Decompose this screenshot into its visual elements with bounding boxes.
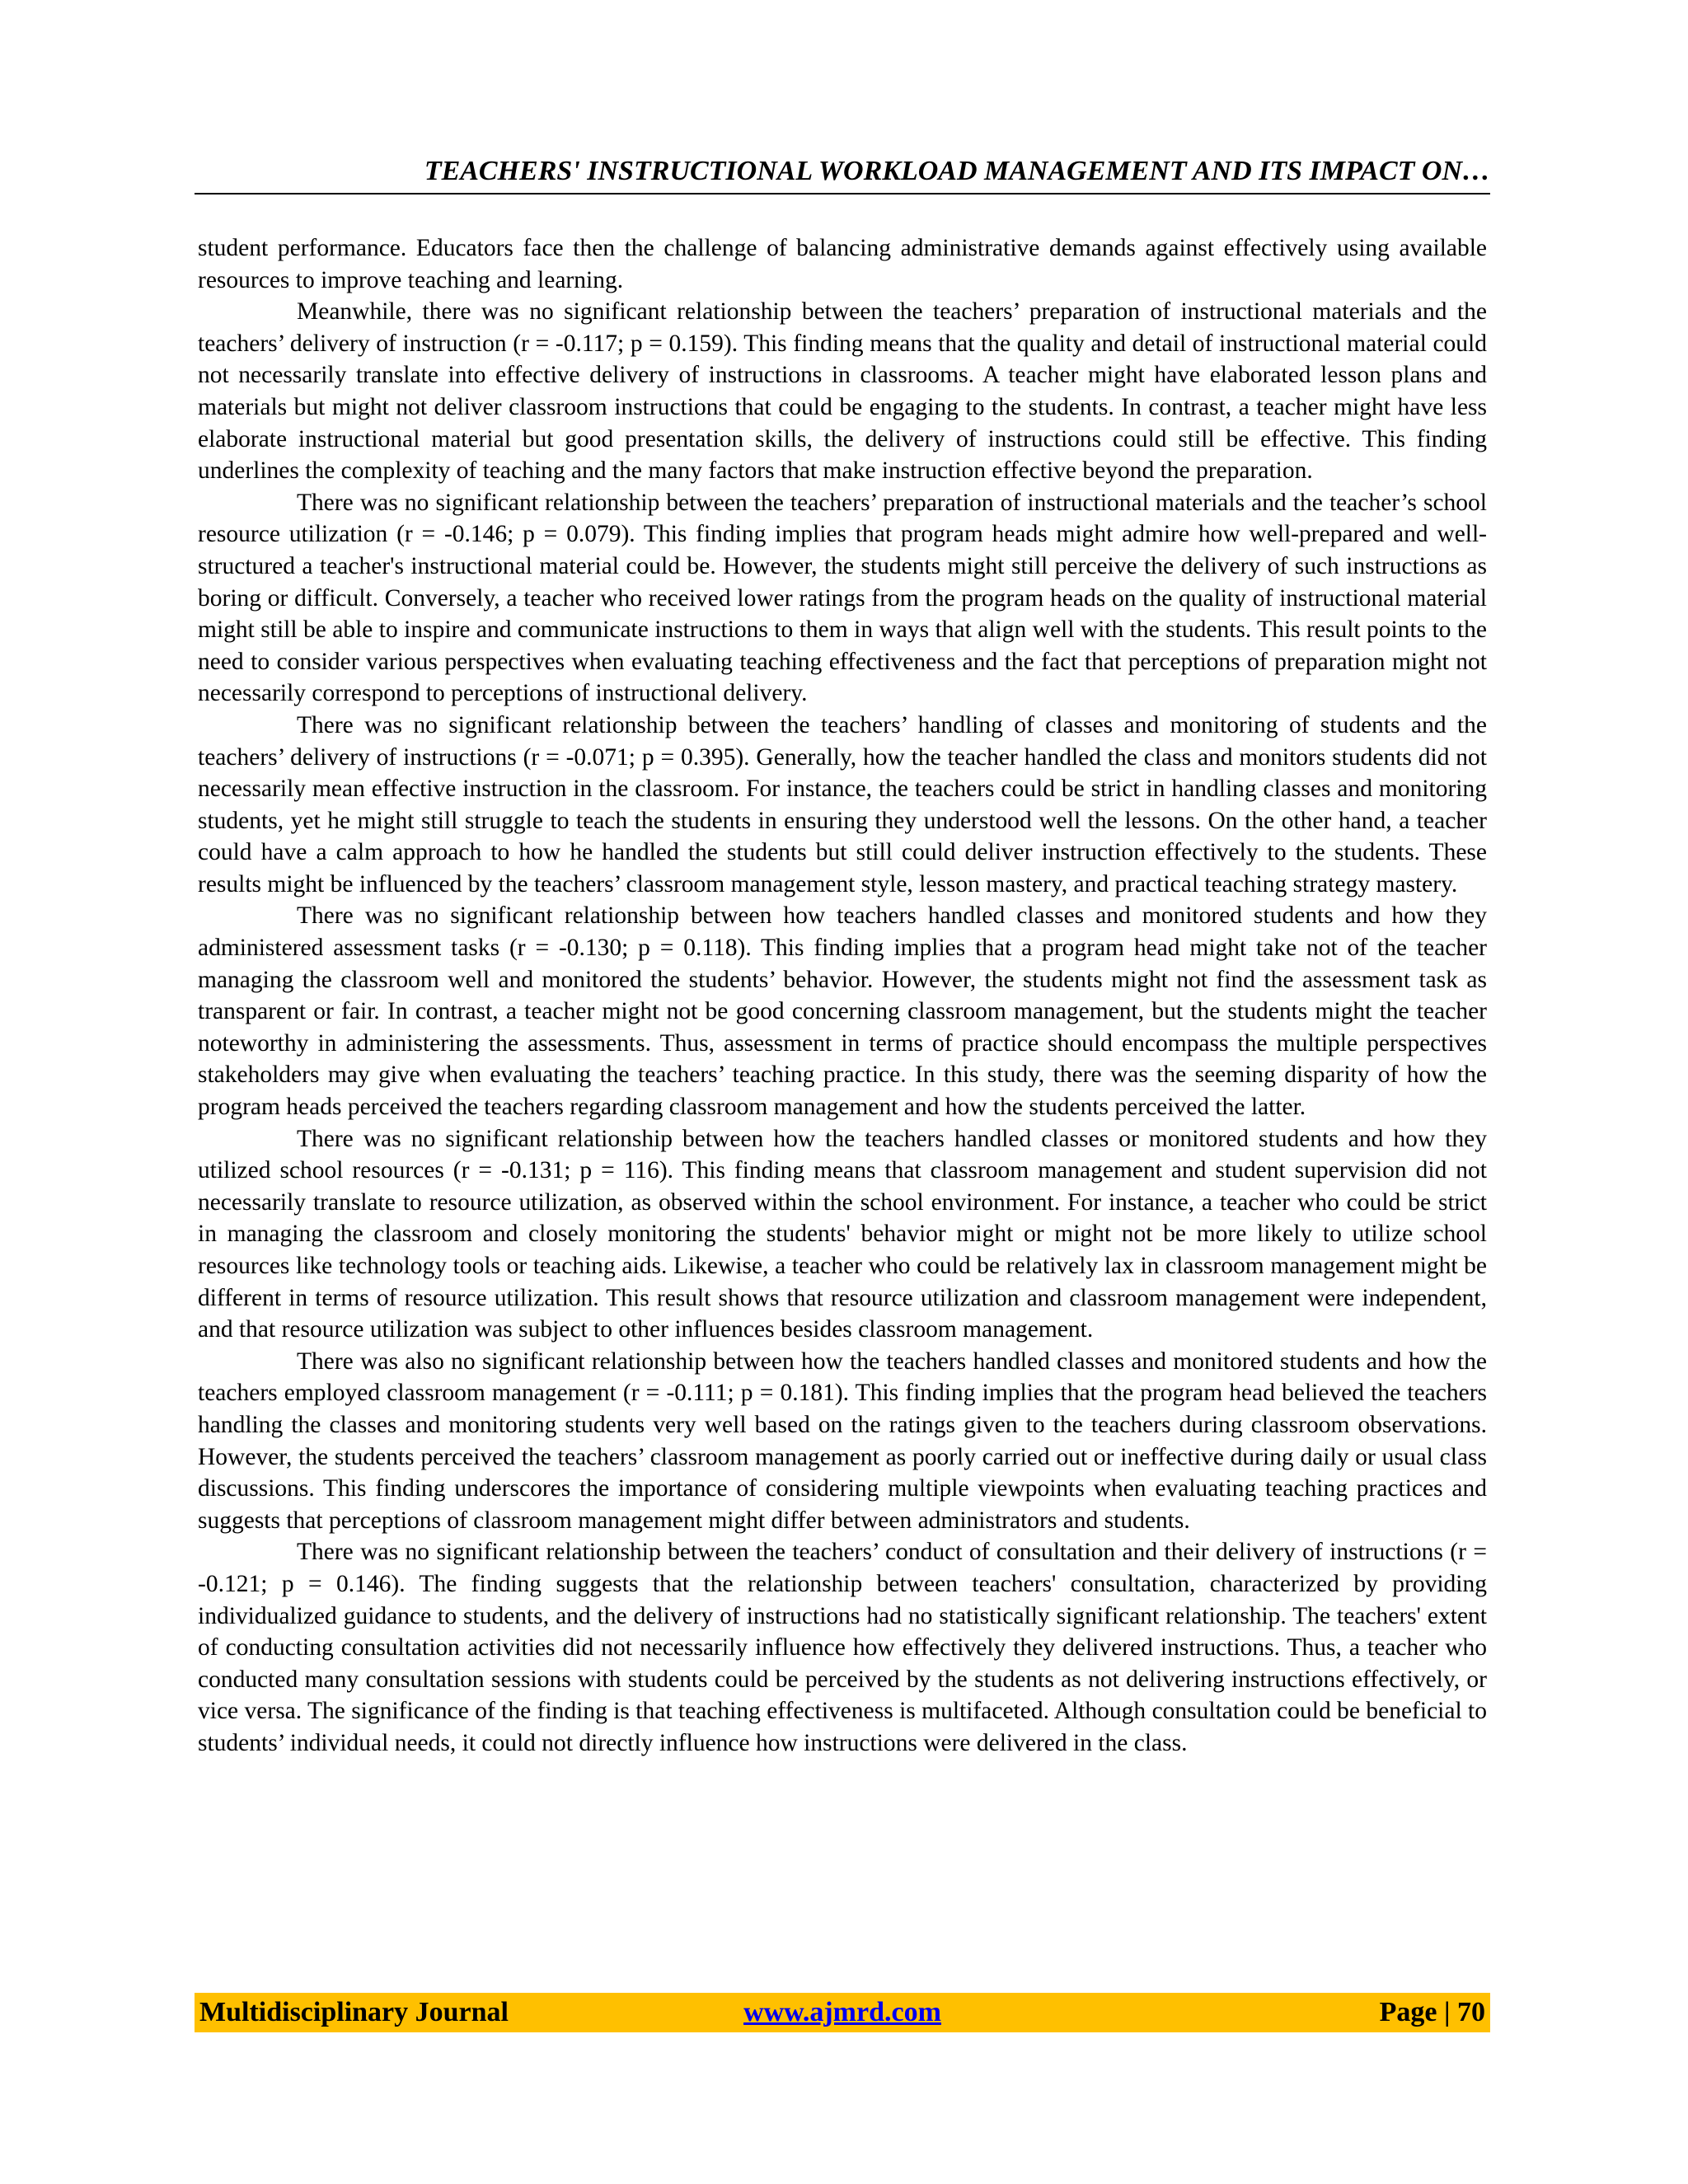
body-paragraph: student performance. Educators face then the challenge of balancing administrative demands against effectively using available resources to improve teaching and learning. bbox=[198, 235, 1487, 293]
running-header-title: TEACHERS' INSTRUCTIONAL WORKLOAD MANAGEMENT AND ITS IMPACT ON… bbox=[424, 156, 1490, 186]
article-body bbox=[198, 232, 1487, 1760]
footer-band bbox=[195, 1993, 1490, 2032]
footer-journal-name: Multidisciplinary Journal bbox=[199, 1997, 509, 2027]
body-paragraph: There was no significant relationship between the teachers’ preparation of instructional materials and the teacher’s school resource utilization (r = -0.146; p = 0.079). This finding implies that program heads might admire how well-prepared and well-structured a teacher's instructional material could be. However, the students might still perceive the delivery of such instructions as boring or difficult. Conversely, a teacher who received lower ratings from the program heads on the quality of instructional material might still be able to inspire and communicate instructions to them in ways that align well with the students. This result points to the need to consider various perspectives when evaluating teaching effectiveness and the fact that perceptions of preparation might not necessarily correspond to perceptions of instructional delivery. bbox=[198, 489, 1487, 707]
body-paragraph: There was no significant relationship between how the teachers handled classes or monitored students and how they utilized school resources (r = -0.131; p = 116). This finding means that classroom management and student supervision did not necessarily translate to resource utilization, as observed within the school environment. For instance, a teacher who could be strict in managing the classroom and closely monitoring the students' behavior might or might not be more likely to utilize school resources like technology tools or teaching aids. Likewise, a teacher who could be relatively lax in classroom management might be different in terms of resource utilization. This result shows that resource utilization and classroom management were independent, and that resource utilization was subject to other influences besides classroom management. bbox=[198, 1125, 1487, 1343]
body-paragraph: There was no significant relationship between the teachers’ handling of classes and monitoring of students and the teachers’ delivery of instructions (r = -0.071; p = 0.395). Generally, how the teacher handled the class and monitors students did not necessarily mean effective instruction in the classroom. For instance, the teachers could be strict in handling classes and monitoring students, yet he might still struggle to teach the students in ensuring they understood well the lessons. On the other hand, a teacher could have a calm approach to how he handled the students but still could deliver instruction effectively to the students. These results might be influenced by the teachers’ classroom management style, lesson mastery, and practical teaching strategy mastery. bbox=[198, 711, 1487, 898]
header-rule bbox=[195, 193, 1490, 194]
footer-page-number: Page | 70 bbox=[1379, 1997, 1485, 2027]
body-paragraph: There was no significant relationship between how teachers handled classes and monitored students and how they administered assessment tasks (r = -0.130; p = 0.118). This finding implies that a program head might take not of the teacher managing the classroom well and monitored the students’ behavior. However, the students might not find the assessment task as transparent or fair. In contrast, a teacher might not be good concerning classroom management, but the students might the teacher noteworthy in administering the assessments. Thus, assessment in terms of practice should encompass the multiple perspectives stakeholders may give when evaluating the teachers’ teaching practice. In this study, there was the seeming disparity of how the program heads perceived the teachers regarding classroom management and how the students perceived the latter. bbox=[198, 902, 1487, 1121]
body-paragraph: There was also no significant relationship between how the teachers handled classes and monitored students and how the teachers employed classroom management (r = -0.111; p = 0.181). This finding implies that the program head believed the teachers handling the classes and monitoring students very well based on the ratings given to the teachers during classroom observations. However, the students perceived the teachers’ classroom management as poorly carried out or ineffective during daily or usual class discussions. This finding underscores the importance of considering multiple viewpoints when evaluating teaching practices and suggests that perceptions of classroom management might differ between administrators and students. bbox=[198, 1347, 1487, 1534]
body-paragraph: Meanwhile, there was no significant relationship between the teachers’ preparation of instructional materials and the teachers’ delivery of instruction (r = -0.117; p = 0.159). This finding means that the quality and detail of instructional material could not necessarily translate into effective delivery of instructions in classrooms. A teacher might have elaborated lesson plans and materials but might not deliver classroom instructions that could be engaging to the students. In contrast, a teacher might have less elaborate instructional material but good presentation skills, the delivery of instructions could still be effective. This finding underlines the complexity of teaching and the many factors that make instruction effective beyond the preparation. bbox=[198, 298, 1487, 485]
body-paragraph: There was no significant relationship between the teachers’ conduct of consultation and their delivery of instructions (r = -0.121; p = 0.146). The finding suggests that the relationship between teachers' consultation, characterized by providing individualized guidance to students, and the delivery of instructions had no statistically significant relationship. The teachers' extent of conducting consultation activities did not necessarily influence how effectively they delivered instructions. Thus, a teacher who conducted many consultation sessions with students could be perceived by the students as not delivering instructions effectively, or vice versa. The significance of the finding is that teaching effectiveness is multifaceted. Although consultation could be beneficial to students’ individual needs, it could not directly influence how instructions were delivered in the class. bbox=[198, 1539, 1487, 1756]
footer-journal-link[interactable]: www.ajmrd.com bbox=[743, 1997, 941, 2027]
